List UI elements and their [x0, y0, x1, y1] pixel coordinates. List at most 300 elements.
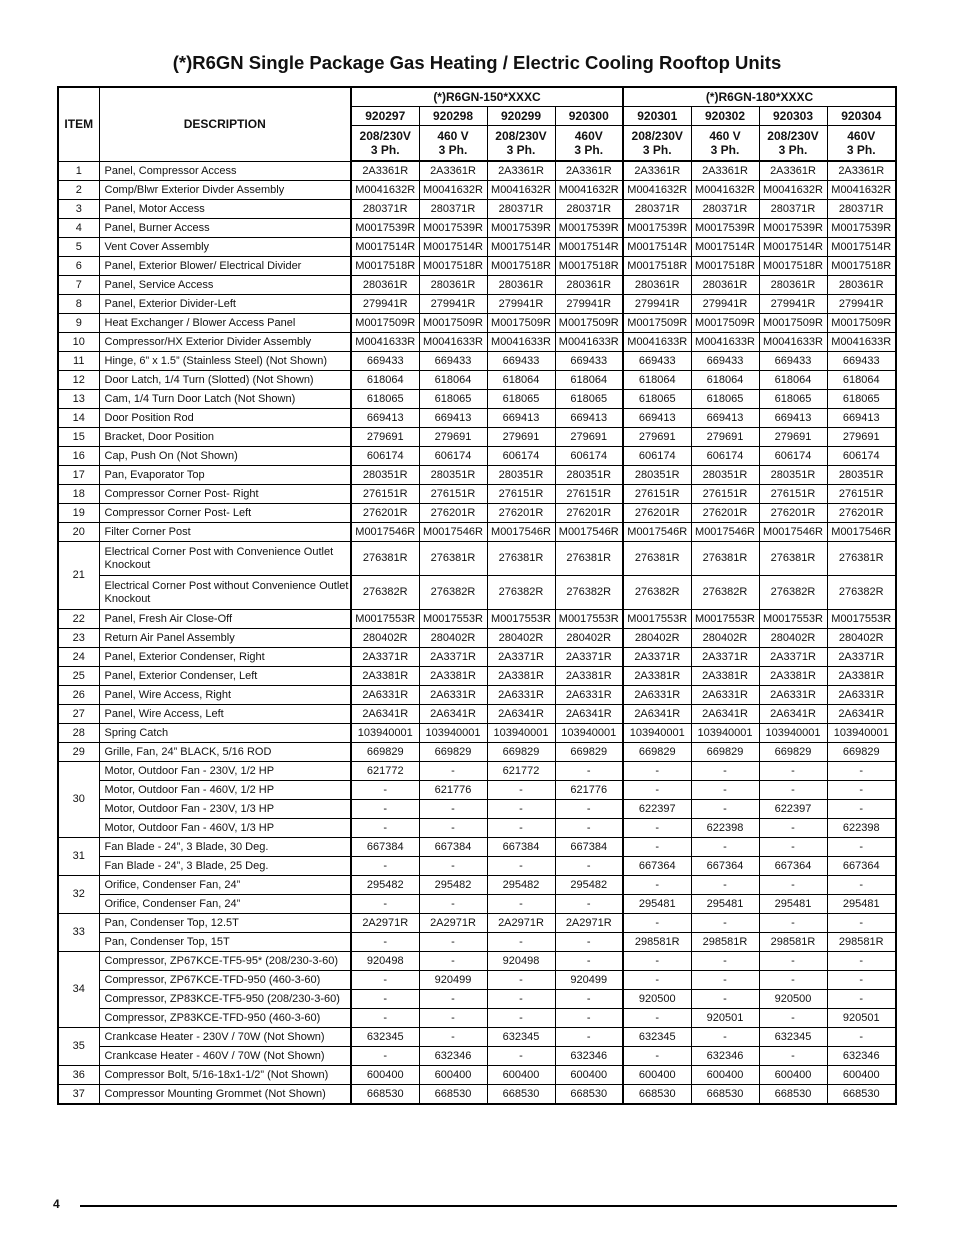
phase-line: 3 Ph.	[574, 143, 604, 157]
part-number-cell: 295482	[419, 876, 487, 895]
part-number-cell: M0017553R	[759, 610, 827, 629]
part-number-cell: M0017546R	[759, 523, 827, 542]
part-number-cell: 103940001	[759, 724, 827, 743]
part-number-cell: M0041632R	[759, 181, 827, 200]
part-number-cell: 2A6341R	[555, 705, 623, 724]
part-number-cell: -	[487, 990, 555, 1009]
part-number-cell: 276201R	[487, 504, 555, 523]
table-row	[58, 409, 896, 428]
part-number-cell: -	[487, 895, 555, 914]
item-number: 6	[58, 257, 99, 276]
voltage-line: 208/230V	[767, 129, 819, 143]
part-number-header: 920298	[419, 107, 487, 126]
item-description: Grille, Fan, 24” BLACK, 5/16 ROD	[99, 743, 351, 762]
part-number-cell: -	[623, 952, 691, 971]
part-number-cell: 618065	[623, 390, 691, 409]
part-number-cell: 280351R	[691, 466, 759, 485]
part-number-cell: -	[555, 990, 623, 1009]
item-number: 16	[58, 447, 99, 466]
table-row	[58, 819, 896, 838]
part-number-cell: 618064	[351, 371, 419, 390]
part-number-cell: 280361R	[419, 276, 487, 295]
voltage-line: 208/230V	[631, 129, 683, 143]
part-number-cell: 618065	[487, 390, 555, 409]
phase-line: 3 Ph.	[710, 143, 740, 157]
part-number-cell: 2A3371R	[555, 648, 623, 667]
part-number-cell: -	[827, 914, 896, 933]
part-number-cell: 667364	[623, 857, 691, 876]
part-number-cell: 276381R	[555, 542, 623, 576]
part-number-cell: -	[487, 800, 555, 819]
voltage-line: 460V	[574, 129, 603, 143]
table-row	[58, 1028, 896, 1047]
part-number-cell: 2A3361R	[419, 161, 487, 181]
part-number-cell: -	[759, 952, 827, 971]
part-number-cell: 606174	[555, 447, 623, 466]
item-number: 1	[58, 161, 99, 181]
part-number-cell: 280361R	[351, 276, 419, 295]
part-number-cell: -	[419, 1028, 487, 1047]
part-number-cell: 618064	[419, 371, 487, 390]
part-number-cell: 276201R	[759, 504, 827, 523]
part-number-cell: 279691	[555, 428, 623, 447]
part-number-cell: M0017553R	[419, 610, 487, 629]
part-number-cell: 103940001	[555, 724, 623, 743]
voltage-line: 208/230V	[495, 129, 547, 143]
table-row	[58, 971, 896, 990]
part-number-cell: M0041632R	[555, 181, 623, 200]
part-number-cell: 280402R	[351, 629, 419, 648]
item-description: Compressor, ZP67KCE-TFD-950 (460-3-60)	[99, 971, 351, 990]
parts-table	[57, 86, 897, 1105]
part-number-cell: -	[691, 914, 759, 933]
part-number-cell: M0017539R	[691, 219, 759, 238]
item-number: 24	[58, 648, 99, 667]
item-number: 31	[58, 838, 99, 876]
part-number-cell: 2A3381R	[623, 667, 691, 686]
part-number-cell: 280371R	[487, 200, 555, 219]
part-number-cell: 669413	[351, 409, 419, 428]
item-number: 13	[58, 390, 99, 409]
part-number-cell: 668530	[759, 1085, 827, 1105]
model-group-150: (*)R6GN-150*XXXC	[351, 87, 623, 107]
table-row	[58, 390, 896, 409]
part-number-cell: 2A3381R	[351, 667, 419, 686]
part-number-cell: 2A6331R	[487, 686, 555, 705]
item-number: 26	[58, 686, 99, 705]
part-number-cell: 669829	[691, 743, 759, 762]
item-description: Panel, Exterior Condenser, Right	[99, 648, 351, 667]
part-number-cell: 2A3361R	[623, 161, 691, 181]
part-number-cell: 2A3371R	[691, 648, 759, 667]
part-number-cell: 276381R	[487, 542, 555, 576]
table-row	[58, 257, 896, 276]
part-number-cell: 920500	[623, 990, 691, 1009]
part-number-cell: 668530	[691, 1085, 759, 1105]
item-description: Electrical Corner Post with Convenience Outlet Knockout	[99, 542, 351, 576]
part-number-cell: M0017509R	[827, 314, 896, 333]
part-number-cell: 668530	[555, 1085, 623, 1105]
part-number-cell: 280351R	[351, 466, 419, 485]
part-number-cell: 276151R	[487, 485, 555, 504]
item-description: Panel, Fresh Air Close-Off	[99, 610, 351, 629]
item-description: Cap, Push On (Not Shown)	[99, 447, 351, 466]
item-description: Vent Cover Assembly	[99, 238, 351, 257]
part-number-header: 920301	[623, 107, 691, 126]
part-number-cell: 669433	[419, 352, 487, 371]
item-description: Motor, Outdoor Fan - 230V, 1/2 HP	[99, 762, 351, 781]
item-description: Panel, Wire Access, Right	[99, 686, 351, 705]
part-number-cell: 618064	[487, 371, 555, 390]
part-number-cell: M0017509R	[759, 314, 827, 333]
part-number-cell: M0017518R	[759, 257, 827, 276]
part-number-cell: 2A3381R	[827, 667, 896, 686]
part-number-cell: M0041633R	[419, 333, 487, 352]
part-number-cell: M0017546R	[555, 523, 623, 542]
part-number-cell: M0041633R	[351, 333, 419, 352]
part-number-cell: 667384	[555, 838, 623, 857]
part-number-cell: 279691	[487, 428, 555, 447]
part-number-cell: -	[623, 819, 691, 838]
part-number-cell: 298581R	[827, 933, 896, 952]
part-number-cell: 280361R	[827, 276, 896, 295]
item-description: Crankcase Heater - 230V / 70W (Not Shown)	[99, 1028, 351, 1047]
table-row	[58, 933, 896, 952]
part-number-cell: 2A6341R	[419, 705, 487, 724]
part-number-cell: 632345	[623, 1028, 691, 1047]
part-number-cell: 920499	[419, 971, 487, 990]
part-number-cell: 280371R	[351, 200, 419, 219]
part-number-cell: 2A6331R	[555, 686, 623, 705]
item-number: 27	[58, 705, 99, 724]
part-number-cell: 669829	[419, 743, 487, 762]
part-number-cell: 280371R	[759, 200, 827, 219]
part-number-cell: -	[827, 781, 896, 800]
part-number-cell: 920501	[691, 1009, 759, 1028]
part-number-cell: -	[419, 952, 487, 971]
phase-line: 3 Ph.	[846, 143, 876, 157]
part-number-cell: 669413	[759, 409, 827, 428]
item-description: Compressor/HX Exterior Divider Assembly	[99, 333, 351, 352]
part-number-cell: -	[691, 838, 759, 857]
part-number-cell: -	[555, 952, 623, 971]
phase-line: 3 Ph.	[506, 143, 536, 157]
part-number-cell: M0017539R	[419, 219, 487, 238]
part-number-cell: 280351R	[487, 466, 555, 485]
table-row	[58, 219, 896, 238]
table-row	[58, 295, 896, 314]
item-description: Crankcase Heater - 460V / 70W (Not Shown)	[99, 1047, 351, 1066]
table-row	[58, 523, 896, 542]
voltage-header	[759, 126, 827, 162]
table-row	[58, 648, 896, 667]
table-row	[58, 857, 896, 876]
part-number-cell: -	[691, 876, 759, 895]
part-number-cell: M0017539R	[827, 219, 896, 238]
part-number-cell: 606174	[487, 447, 555, 466]
part-number-cell: -	[487, 781, 555, 800]
item-number: 18	[58, 485, 99, 504]
item-number: 9	[58, 314, 99, 333]
voltage-line: 460 V	[709, 129, 741, 143]
table-row	[58, 542, 896, 576]
part-number-cell: 295481	[623, 895, 691, 914]
part-number-cell: 276201R	[419, 504, 487, 523]
part-number-header: 920297	[351, 107, 419, 126]
part-number-cell: -	[351, 1009, 419, 1028]
part-number-cell: -	[623, 971, 691, 990]
voltage-header	[555, 126, 623, 162]
part-number-cell: 276151R	[419, 485, 487, 504]
part-number-cell: -	[691, 952, 759, 971]
part-number-cell: M0041632R	[419, 181, 487, 200]
part-number-cell: 295481	[759, 895, 827, 914]
item-description: Panel, Burner Access	[99, 219, 351, 238]
part-number-cell: 667384	[487, 838, 555, 857]
part-number-cell: 668530	[487, 1085, 555, 1105]
part-number-cell: M0017514R	[555, 238, 623, 257]
part-number-cell: 295482	[487, 876, 555, 895]
part-number-cell: 280402R	[419, 629, 487, 648]
part-number-cell: M0041632R	[691, 181, 759, 200]
item-number: 20	[58, 523, 99, 542]
phase-line: 3 Ph.	[642, 143, 672, 157]
part-number-cell: 2A2971R	[555, 914, 623, 933]
part-number-cell: -	[827, 762, 896, 781]
item-number: 2	[58, 181, 99, 200]
part-number-cell: -	[759, 1009, 827, 1028]
part-number-cell: 2A6341R	[759, 705, 827, 724]
part-number-cell: M0017546R	[827, 523, 896, 542]
part-number-cell: 621776	[419, 781, 487, 800]
voltage-header	[351, 126, 419, 162]
part-number-cell: -	[691, 800, 759, 819]
part-number-cell: -	[351, 819, 419, 838]
part-number-cell: 280371R	[555, 200, 623, 219]
part-number-cell: M0041633R	[623, 333, 691, 352]
part-number-cell: -	[419, 857, 487, 876]
part-number-cell: -	[759, 781, 827, 800]
part-number-cell: 280351R	[419, 466, 487, 485]
part-number-cell: 632346	[691, 1047, 759, 1066]
part-number-cell: 295481	[827, 895, 896, 914]
part-number-cell: M0017514R	[419, 238, 487, 257]
part-number-cell: -	[487, 933, 555, 952]
table-body	[58, 161, 896, 1104]
table-row	[58, 743, 896, 762]
part-number-cell: 669433	[555, 352, 623, 371]
part-number-cell: 618065	[555, 390, 623, 409]
part-number-cell: 2A2971R	[419, 914, 487, 933]
part-number-cell: 276381R	[351, 542, 419, 576]
part-number-cell: 667384	[419, 838, 487, 857]
part-number-cell: 668530	[623, 1085, 691, 1105]
table-row	[58, 504, 896, 523]
part-number-cell: M0017518R	[555, 257, 623, 276]
part-number-cell: 276382R	[827, 576, 896, 610]
part-number-cell: 606174	[351, 447, 419, 466]
part-number-cell: -	[555, 857, 623, 876]
part-number-cell: 280361R	[487, 276, 555, 295]
item-number: 29	[58, 743, 99, 762]
part-number-cell: 276381R	[691, 542, 759, 576]
part-number-cell: 2A3361R	[351, 161, 419, 181]
part-number-cell: 618065	[351, 390, 419, 409]
part-number-cell: 280361R	[555, 276, 623, 295]
part-number-cell: -	[351, 800, 419, 819]
part-number-cell: 669829	[623, 743, 691, 762]
part-number-cell: 276201R	[827, 504, 896, 523]
item-description: Return Air Panel Assembly	[99, 629, 351, 648]
part-number-cell: 103940001	[351, 724, 419, 743]
part-number-cell: 632346	[827, 1047, 896, 1066]
part-number-cell: -	[351, 857, 419, 876]
part-number-cell: 279941R	[419, 295, 487, 314]
part-number-cell: 276381R	[759, 542, 827, 576]
voltage-line: 460 V	[437, 129, 469, 143]
part-number-cell: 280371R	[827, 200, 896, 219]
part-number-cell: 618065	[759, 390, 827, 409]
item-description: Cam, 1/4 Turn Door Latch (Not Shown)	[99, 390, 351, 409]
item-description: Panel, Exterior Divider-Left	[99, 295, 351, 314]
part-number-cell: 618064	[555, 371, 623, 390]
part-number-cell: 606174	[623, 447, 691, 466]
part-number-cell: 2A6341R	[351, 705, 419, 724]
table-row	[58, 629, 896, 648]
item-description: Compressor, ZP83KCE-TF5-950 (208/230-3-60)	[99, 990, 351, 1009]
part-number-cell: -	[419, 819, 487, 838]
part-number-cell: 600400	[419, 1066, 487, 1085]
part-number-cell: M0017509R	[351, 314, 419, 333]
part-number-cell: -	[419, 1009, 487, 1028]
part-number-cell: M0017509R	[623, 314, 691, 333]
part-number-cell: 669413	[555, 409, 623, 428]
part-number-cell: -	[623, 914, 691, 933]
part-number-cell: 2A6341R	[623, 705, 691, 724]
part-number-cell: -	[555, 800, 623, 819]
part-number-cell: 2A6341R	[487, 705, 555, 724]
part-number-cell: 276382R	[351, 576, 419, 610]
part-number-cell: 280351R	[759, 466, 827, 485]
part-number-cell: 2A6331R	[827, 686, 896, 705]
table-row	[58, 314, 896, 333]
part-number-cell: -	[691, 1028, 759, 1047]
item-description: Motor, Outdoor Fan - 460V, 1/3 HP	[99, 819, 351, 838]
item-description: Compressor Bolt, 5/16-18x1-1/2” (Not Shown)	[99, 1066, 351, 1085]
part-number-cell: 2A3361R	[827, 161, 896, 181]
part-number-cell: 276201R	[555, 504, 623, 523]
part-number-cell: 2A6341R	[691, 705, 759, 724]
part-number-cell: -	[351, 781, 419, 800]
part-number-cell: 298581R	[759, 933, 827, 952]
table-row	[58, 161, 896, 181]
part-number-cell: -	[555, 933, 623, 952]
voltage-header	[623, 126, 691, 162]
part-number-cell: 276201R	[351, 504, 419, 523]
item-description: Heat Exchanger / Blower Access Panel	[99, 314, 351, 333]
part-number-cell: M0017546R	[419, 523, 487, 542]
part-number-cell: M0017553R	[691, 610, 759, 629]
part-number-cell: -	[555, 895, 623, 914]
part-number-cell: 2A6331R	[759, 686, 827, 705]
item-number: 37	[58, 1085, 99, 1105]
part-number-cell: 621776	[555, 781, 623, 800]
part-number-cell: 276151R	[827, 485, 896, 504]
item-description: Panel, Service Access	[99, 276, 351, 295]
item-number: 28	[58, 724, 99, 743]
part-number-cell: 280351R	[827, 466, 896, 485]
part-number-cell: -	[487, 819, 555, 838]
voltage-line: 460V	[847, 129, 876, 143]
item-description: Orifice, Condenser Fan, 24”	[99, 895, 351, 914]
item-description: Panel, Exterior Blower/ Electrical Divider	[99, 257, 351, 276]
part-number-cell: M0017518R	[487, 257, 555, 276]
part-number-cell: 2A3381R	[759, 667, 827, 686]
part-number-cell: M0041633R	[555, 333, 623, 352]
part-number-cell: 667364	[827, 857, 896, 876]
part-number-cell: M0017518R	[623, 257, 691, 276]
part-number-header: 920303	[759, 107, 827, 126]
part-number-cell: 280351R	[555, 466, 623, 485]
part-number-cell: 669433	[827, 352, 896, 371]
part-number-cell: 668530	[351, 1085, 419, 1105]
part-number-cell: 103940001	[623, 724, 691, 743]
part-number-cell: 622398	[691, 819, 759, 838]
part-number-cell: 279941R	[691, 295, 759, 314]
item-number: 33	[58, 914, 99, 952]
part-number-cell: 2A6331R	[351, 686, 419, 705]
part-number-cell: 2A3371R	[827, 648, 896, 667]
part-number-cell: 276382R	[487, 576, 555, 610]
table-row	[58, 705, 896, 724]
part-number-cell: 600400	[691, 1066, 759, 1085]
item-description: Pan, Condenser Top, 12.5T	[99, 914, 351, 933]
part-number-cell: 669829	[487, 743, 555, 762]
part-number-cell: 669829	[759, 743, 827, 762]
part-number-header: 920304	[827, 107, 896, 126]
part-number-cell: M0041632R	[827, 181, 896, 200]
part-number-cell: 920500	[759, 990, 827, 1009]
part-number-cell: 276381R	[827, 542, 896, 576]
item-description: Door Position Rod	[99, 409, 351, 428]
part-number-cell: -	[419, 990, 487, 1009]
part-number-cell: 2A3371R	[623, 648, 691, 667]
part-number-cell: 295482	[351, 876, 419, 895]
part-number-cell: 276382R	[419, 576, 487, 610]
item-description: Panel, Compressor Access	[99, 161, 351, 181]
part-number-cell: 280371R	[691, 200, 759, 219]
part-number-cell: 669413	[691, 409, 759, 428]
part-number-cell: 279691	[351, 428, 419, 447]
part-number-cell: 669433	[487, 352, 555, 371]
table-row	[58, 447, 896, 466]
part-number-cell: 2A2971R	[351, 914, 419, 933]
part-number-cell: 276151R	[759, 485, 827, 504]
part-number-cell: -	[827, 876, 896, 895]
item-description: Compressor, ZP83KCE-TFD-950 (460-3-60)	[99, 1009, 351, 1028]
item-description: Compressor Corner Post- Left	[99, 504, 351, 523]
part-number-cell: 606174	[827, 447, 896, 466]
table-row	[58, 576, 896, 610]
part-number-cell: 622397	[623, 800, 691, 819]
part-number-cell: 2A3361R	[691, 161, 759, 181]
voltage-header	[487, 126, 555, 162]
item-description: Fan Blade - 24”, 3 Blade, 30 Deg.	[99, 838, 351, 857]
part-number-cell: 103940001	[487, 724, 555, 743]
part-number-cell: 632346	[555, 1047, 623, 1066]
part-number-cell: -	[623, 876, 691, 895]
part-number-cell: -	[487, 971, 555, 990]
